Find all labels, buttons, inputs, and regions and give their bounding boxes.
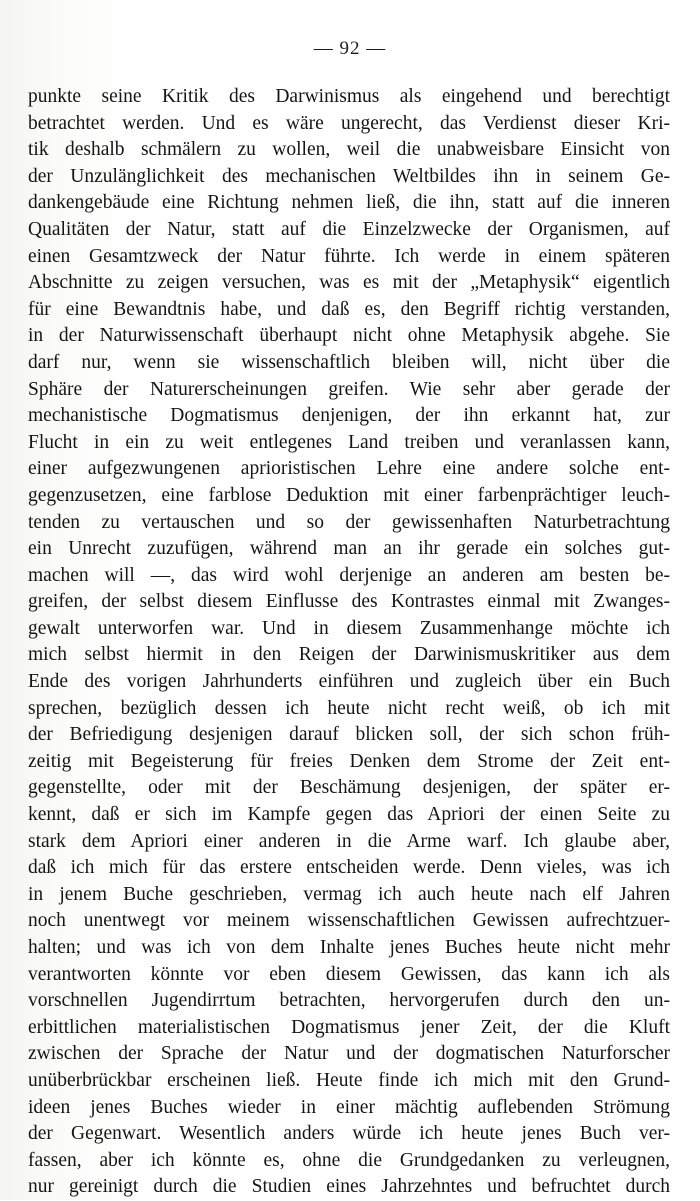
text-line: in jenem Buche geschrieben, vermag ich auch heute nach elf Jahren (28, 883, 670, 905)
text-line: tik deshalb schmälern zu wollen, weil die unabweisbare Einsicht von (28, 139, 670, 161)
text-line: mich selbst hiermit in den Reigen der Darwinismuskritiker aus dem (28, 644, 670, 666)
text-line: daß ich mich für das erstere entscheiden werde. Denn vieles, was ich (28, 857, 670, 879)
text-line: kennt, daß er sich im Kampfe gegen das Apriori der einen Seite zu (28, 804, 670, 826)
text-line: der Unzulänglichkeit des mechanischen Weltbildes ihn in seinem Ge- (28, 165, 670, 187)
text-line: punkte seine Kritik des Darwinismus als eingehend und berechtigt (28, 86, 670, 107)
text-line: verantworten könnte vor eben diesem Gewissen, das kann ich als (28, 963, 670, 985)
text-line: gewalt unterworfen war. Und in diesem Zusammenhange möchte ich (28, 617, 670, 639)
text-line: greifen, der selbst diesem Einflusse des Kontrastes einmal mit Zwanges- (28, 591, 670, 613)
text-line: Ende des vorigen Jahrhunderts einführen und zugleich über ein Buch (28, 671, 670, 693)
text-line: Sphäre der Naturerscheinungen greifen. Wie sehr aber gerade der (28, 378, 670, 400)
text-line: dankengebäude eine Richtung nehmen ließ, die ihn, statt auf die inneren (28, 192, 670, 214)
text-line: darf nur, wenn sie wissenschaftlich bleiben will, nicht über die (28, 351, 670, 373)
text-line: machen will —, das wird wohl derjenige an anderen am besten be- (28, 564, 670, 586)
text-line: Qualitäten der Natur, statt auf die Einzelzwecke der Organismen, auf (28, 218, 670, 240)
text-line: zwischen der Sprache der Natur und der dogmatischen Naturforscher (28, 1043, 670, 1065)
text-line: Flucht in ein zu weit entlegenes Land treiben und veranlassen kann, (28, 431, 670, 453)
text-line: einen Gesamtzweck der Natur führte. Ich werde in einem späteren (28, 245, 670, 267)
body-text (28, 84, 670, 1201)
text-line: gegenzusetzen, eine farblose Deduktion mit einer farbenprächtiger leuch- (28, 484, 670, 506)
text-line: Abschnitte zu zeigen versuchen, was es mit der „Metaphysik“ eigentlich (28, 272, 670, 294)
text-line: halten; und was ich von dem Inhalte jenes Buches heute nicht mehr (28, 937, 670, 958)
text-line: der Gegenwart. Wesentlich anders würde ich heute jenes Buch ver- (28, 1123, 670, 1145)
text-line: ideen jenes Buches wieder in einer mächtig auflebenden Strömung (28, 1096, 670, 1118)
text-line: der Befriedigung desjenigen darauf blicken soll, der sich schon früh- (28, 724, 670, 746)
text-line: für eine Bewandtnis habe, und daß es, den Begriff richtig verstanden, (28, 298, 670, 320)
text-line: erbittlichen materialistischen Dogmatismus jener Zeit, der die Kluft (28, 1016, 670, 1038)
text-line: nur gereinigt durch die Studien eines Jahrzehntes und befruchtet durch (28, 1176, 670, 1198)
text-line: unüberbrückbar erscheinen ließ. Heute finde ich mich mit den Grund- (28, 1069, 670, 1091)
text-line: in der Naturwissenschaft überhaupt nicht ohne Metaphysik abgehe. Sie (28, 325, 670, 347)
page-number: — 92 — (313, 38, 387, 59)
text-line: noch unentwegt vor meinem wissenschaftlichen Gewissen aufrechtzuer- (28, 910, 670, 932)
text-line: sprechen, bezüglich dessen ich heute nicht recht weiß, ob ich mit (28, 697, 670, 719)
text-line: betrachtet werden. Und es wäre ungerecht, das Verdienst dieser Kri- (28, 112, 670, 134)
text-line: stark dem Apriori einer anderen in die Arme warf. Ich glaube aber, (28, 830, 670, 852)
text-line: ein Unrecht zuzufügen, während man an ihr gerade ein solches gut- (28, 538, 670, 560)
text-line: einer aufgezwungenen aprioristischen Lehre eine andere solche ent- (28, 458, 670, 480)
text-line: vorschnellen Jugendirrtum betrachten, hervorgerufen durch den un- (28, 990, 670, 1012)
text-line: mechanistische Dogmatismus denjenigen, der ihn erkannt hat, zur (28, 405, 670, 427)
text-line: fassen, aber ich könnte es, ohne die Grundgedanken zu verleugnen, (28, 1149, 670, 1171)
text-line: tenden zu vertauschen und so der gewissenhaften Naturbetrachtung (28, 511, 670, 533)
text-line: gegenstellte, oder mit der Beschämung desjenigen, der später er- (28, 777, 670, 799)
text-line: zeitig mit Begeisterung für freies Denken dem Strome der Zeit ent- (28, 750, 670, 772)
